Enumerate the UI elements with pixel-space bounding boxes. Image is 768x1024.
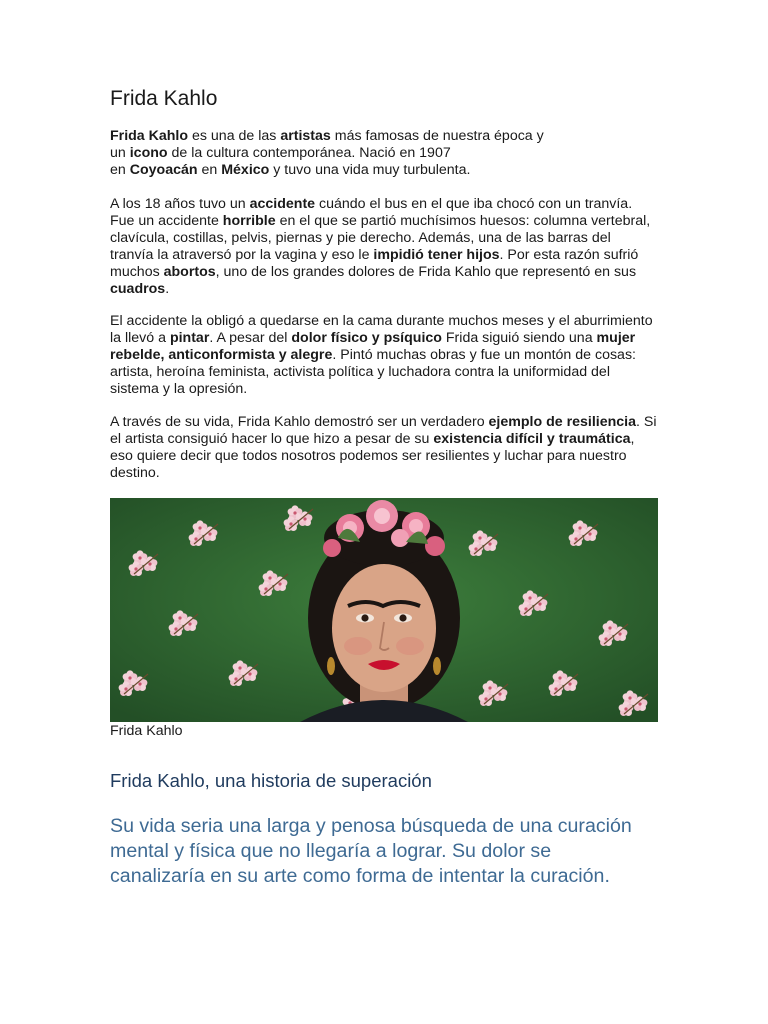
text-run: . <box>165 280 170 297</box>
bold-text: abortos <box>163 263 216 280</box>
bold-text: cuadros <box>110 280 166 297</box>
paragraph-intro <box>110 128 658 179</box>
text-run: . A pesar del <box>209 329 292 346</box>
portrait-image <box>110 498 658 722</box>
paragraph-painting <box>110 313 658 398</box>
bold-text: ejemplo de resiliencia <box>488 414 636 430</box>
text-run: , uno de los grandes dolores de Frida Kahlo que representó en sus <box>215 263 637 280</box>
text-run: y tuvo una vida muy turbulenta. <box>269 161 471 178</box>
bold-text: icono <box>129 144 168 161</box>
paragraph-resilience <box>110 414 658 482</box>
text-run: A los 18 años tuvo un <box>110 196 250 212</box>
bold-text: existencia difícil y traumática <box>433 430 631 447</box>
text-run: en <box>110 161 130 178</box>
portrait-illustration <box>110 498 658 722</box>
text-run: de la cultura contemporánea. Nació en 1907 <box>167 144 451 161</box>
bold-text: Frida Kahlo <box>110 128 189 144</box>
text-run: El accidente la obligó a quedarse en la cama durante muchos meses y el aburrimiento la llevó a <box>110 313 653 346</box>
text-run: . Pintó muchas obras y fue un montón de cosas: artista, heroína feminista, activista política y luchadora contra la uniformidad del sistema y la opresión. <box>110 346 636 397</box>
page-title: Frida Kahlo <box>110 87 218 110</box>
bold-text: artistas <box>280 128 331 144</box>
text-run: cuándo el bus en el que iba chocó con un tranvía. Fue un accidente <box>110 196 633 229</box>
section-heading: Frida Kahlo, una historia de superación <box>110 770 432 791</box>
text-run: Frida siguió siendo una <box>441 329 597 346</box>
bold-text: horrible <box>222 212 276 229</box>
bold-text: pintar <box>169 329 210 346</box>
text-run: en el que se partió muchísimos huesos: columna vertebral, clavícula, costillas, pelvis, piernas y pie derecho. Además, una de las barras del tranvía la atraversó por la vagina y eso le <box>110 212 651 263</box>
text-run: . Por esta razón sufrió muchos <box>110 246 639 280</box>
bold-text: México <box>221 161 270 178</box>
text-run: es una de las <box>188 128 281 144</box>
bold-text: dolor físico y psíquico <box>291 329 442 346</box>
paragraph-accident <box>110 196 658 297</box>
bold-text: mujer rebelde, anticonformista y alegre <box>110 329 636 363</box>
bold-text: impidió tener hijos <box>373 246 500 263</box>
text-run: un <box>110 144 130 161</box>
image-caption: Frida Kahlo <box>110 723 183 739</box>
text-run: A través de su vida, Frida Kahlo demostró ser un verdadero <box>110 414 489 430</box>
bold-text: accidente <box>249 196 316 212</box>
text-run: . Si el artista consiguió hacer lo que hizo a pesar de su <box>110 414 657 447</box>
bold-text: Coyoacán <box>129 161 198 178</box>
text-run: , eso quiere decir que todos nosotros podemos ser resilientes y luchar para nuestro destino. <box>110 430 635 481</box>
pull-quote: Su vida seria una larga y penosa búsqueda de una curación mental y física que no llegaría a lograr. Su dolor se canalizaría en su arte como forma de intentar la curación. <box>110 815 632 887</box>
text-run: en <box>197 161 222 178</box>
text-run: más famosas de nuestra época y <box>330 128 544 144</box>
